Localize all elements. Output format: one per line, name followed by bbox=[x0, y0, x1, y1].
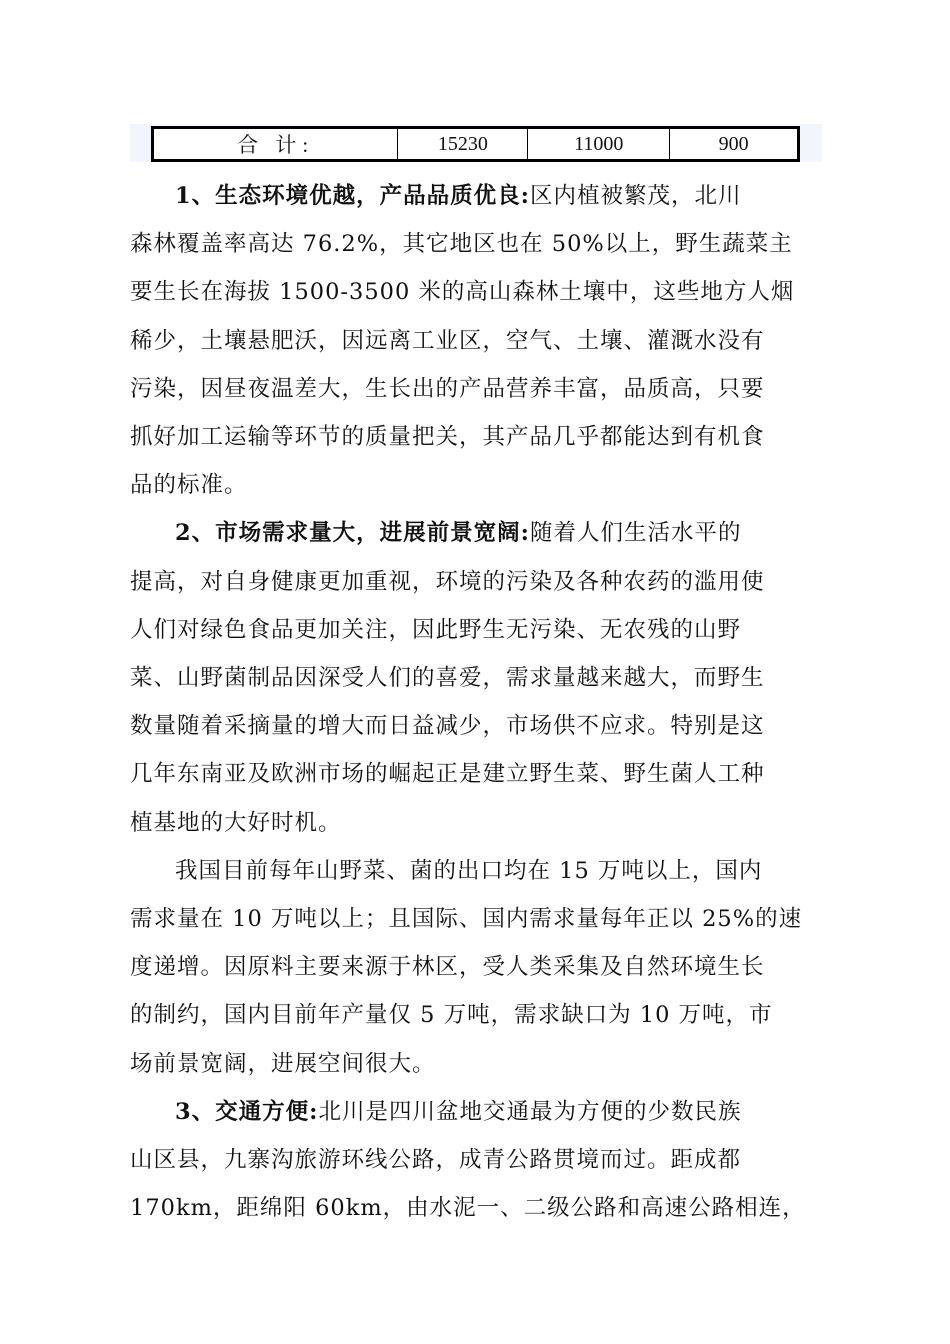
paragraph-line: 170km，距绵阳 60km，由水泥一、二级公路和高速公路相连， bbox=[130, 1195, 806, 1222]
paragraph-line: 数量随着采摘量的增大而日益减少，市场供不应求。特别是这 bbox=[130, 713, 765, 740]
section-heading: 1、生态环境优越，产品品质优良: bbox=[175, 183, 530, 209]
total-table bbox=[151, 126, 800, 162]
paragraph-line: 要生长在海拔 1500-3500 米的高山森林土壤中，这些地方人烟 bbox=[130, 279, 795, 306]
paragraph-line: 品的标准。 bbox=[130, 472, 248, 499]
paragraph-line: 植基地的大好时机。 bbox=[130, 809, 342, 836]
paragraph-line: 菜、山野菌制品因深受人们的喜爱，需求量越来越大，而野生 bbox=[130, 665, 765, 692]
paragraph-line: 提高，对自身健康更加重视，环境的污染及各种农药的滥用使 bbox=[130, 568, 765, 595]
paragraph-line: 度递增。因原料主要来源于林区，受人类采集及自然环境生长 bbox=[130, 954, 765, 981]
paragraph-line: 我国目前每年山野菜、菌的出口均在 15 万吨以上，国内 bbox=[175, 857, 763, 884]
total-col3: 900 bbox=[670, 128, 799, 161]
total-col1: 15230 bbox=[398, 128, 528, 161]
body-text bbox=[130, 172, 830, 1232]
paragraph-line: 山区县，九寨沟旅游环线公路，成青公路贯境而过。距成都 bbox=[130, 1147, 742, 1174]
paragraph-line: 人们对绿色食品更加关注，因此野生无污染、无农残的山野 bbox=[130, 616, 742, 643]
paragraph-line: 的制约，国内目前年产量仅 5 万吨，需求缺口为 10 万吨，市 bbox=[130, 1002, 773, 1029]
paragraph-line: 场前景宽阔，进展空间很大。 bbox=[130, 1050, 436, 1077]
table-row bbox=[153, 128, 799, 161]
section-demand bbox=[130, 847, 830, 1088]
section-ecology: 1、生态环境优越，产品品质优良:区内植被繁茂，北川 森林覆盖率高达 76.2%，其它地区也在 50%以上，野生蔬菜主 要生长在海拔 1500-3500 米的高山森林土壤中，这些地方人烟 稀少，土壤悬肥沃，因远离工业区，空气、土壤、灌溉水没有 污染，因昼夜温差大，生长出的产品营养丰富，品质高，只要 抓好加工运输等环节的质量把关，其产品几乎都能达到有机食 品的标准。 bbox=[130, 172, 830, 509]
paragraph-line: 抓好加工运输等环节的质量把关，其产品几乎都能达到有机食 bbox=[130, 424, 765, 451]
paragraph-line: 几年东南亚及欧洲市场的崛起正是建立野生菜、野生菌人工种 bbox=[130, 761, 765, 788]
section-heading: 3、交通方便: bbox=[175, 1098, 319, 1125]
section-heading: 2、市场需求量大，进展前景宽阔: bbox=[175, 520, 530, 547]
paragraph-line: 需求量在 10 万吨以上；且国际、国内需求量每年正以 25%的速 bbox=[130, 906, 803, 933]
paragraph-line: 稀少，土壤悬肥沃，因远离工业区，空气、土壤、灌溉水没有 bbox=[130, 327, 765, 354]
section-market: 2、市场需求量大，进展前景宽阔:随着人们生活水平的 提高，对自身健康更加重视，环境的污染及各种农药的滥用使 人们对绿色食品更加关注，因此野生无污染、无农残的山野 菜、山野菌制品因深受人们的喜爱，需求量越来越大，而野生 数量随着采摘量的增大而日益减少，市场供不应求。特别是这 几年东南亚及欧洲市场的崛起正是建立野生菜、野生菌人工种 植基地的大好时机。 bbox=[130, 509, 830, 846]
total-label: 合 计: bbox=[153, 128, 398, 161]
section-transport: 3、交通方便:北川是四川盆地交通最为方便的少数民族 山区县，九寨沟旅游环线公路，成青公路贯境而过。距成都 170km，距绵阳 60km，由水泥一、二级公路和高速公路相连， bbox=[130, 1088, 830, 1233]
paragraph-line: 森林覆盖率高达 76.2%，其它地区也在 50%以上，野生蔬菜主 bbox=[130, 231, 793, 258]
total-col2: 11000 bbox=[528, 128, 670, 161]
paragraph-line: 污染，因昼夜温差大，生长出的产品营养丰富，品质高，只要 bbox=[130, 375, 765, 402]
